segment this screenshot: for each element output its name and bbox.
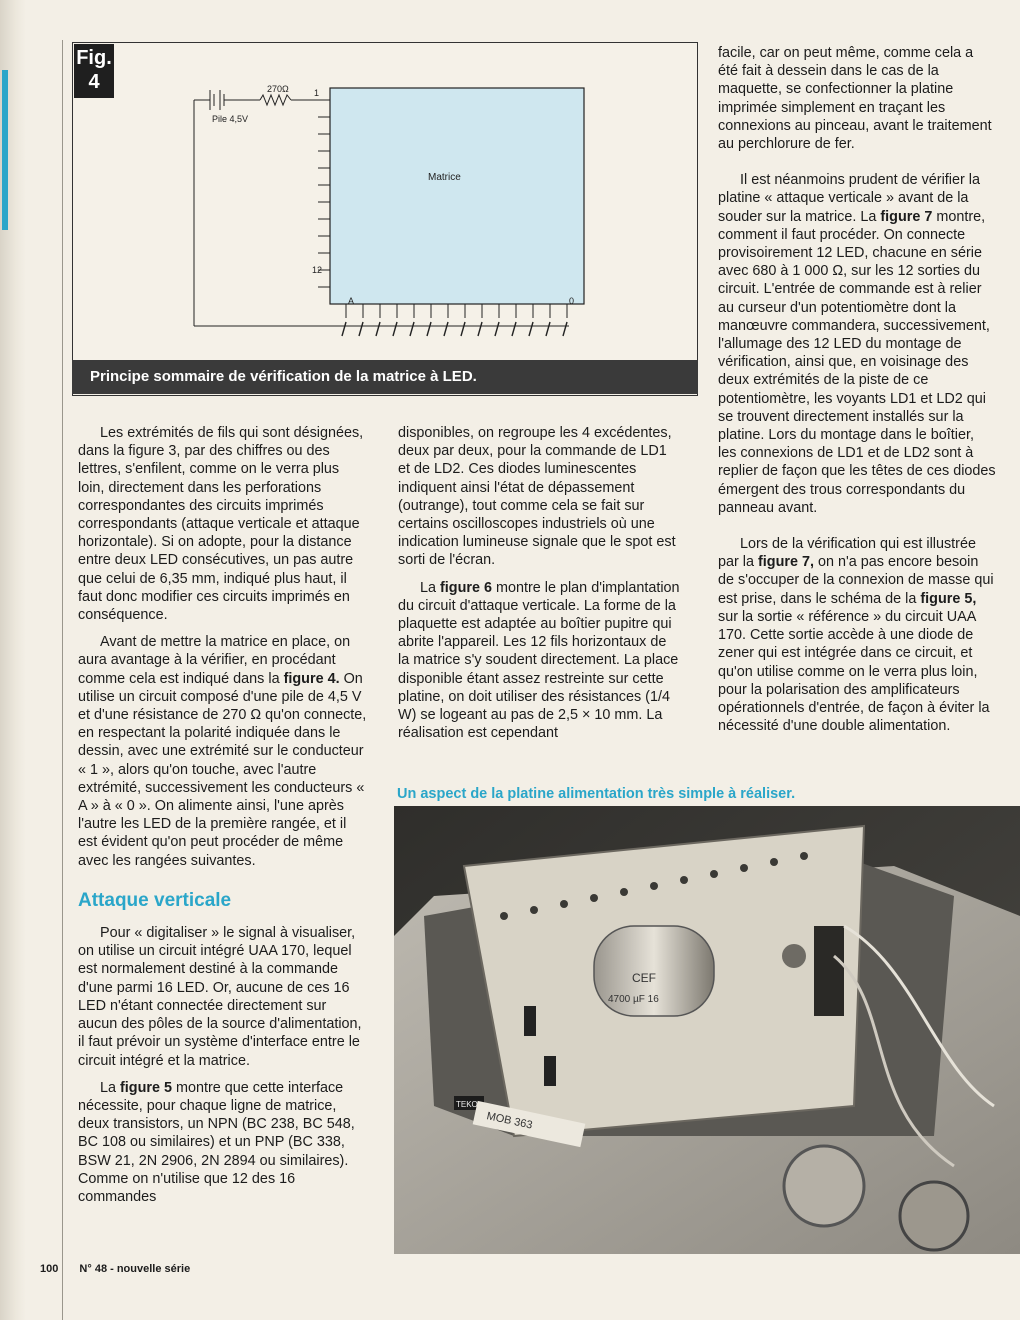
text-column-3 bbox=[718, 44, 996, 744]
paragraph: Les extrémités de fils qui sont désignées, dans la figure 3, par des chiffres ou des lettres, s'enfilent, comme on le verra plus loin, directement dans les perforations correspondantes des circuits imprimés correspondants (attaque verticale et attaque horizontale). Si on adopte, pour la distance entre deux LED consécutives, un pas autre que celui de 6,35 mm, indiqué plus haut, il faut donc modifier ces circuits imprimés en conséquence. bbox=[78, 425, 364, 624]
paragraph: facile, car on peut même, comme cela a été fait à dessein dans le cas de la maquette, se confectionner la platine imprimée simplement en traçant les connexions au pinceau, avant le traitement au perchlorure de fer. bbox=[718, 45, 992, 153]
figure-4-schematic bbox=[72, 42, 698, 362]
pin-12-label: 12 bbox=[312, 265, 323, 275]
paragraph: Pour « digitaliser » le signal à visualiser, on utilise un circuit intégré UAA 170, lequel est normalement destiné à la commande d'une parmi 16 LED. Or, aucune de ces 16 LED n'étant connectée directement sur aucun des pôles de la source d'alimentation, il faut prévoir un système d'interface entre le circuit intégré et la matrice. bbox=[78, 925, 362, 1069]
model-label: MOB 363 bbox=[485, 1110, 534, 1132]
paragraph: La figure 5 montre que cette interface nécessite, pour chaque ligne de matrice, deux transistors, un NPN (BC 238, BC 548, BC 108 ou similaires) et un PNP (BC 338, BSW 21, 2N 2906, 2N 2894 ou similaires). Comme on n'utilise que 12 des 16 commandes bbox=[78, 1079, 355, 1205]
matrix-block bbox=[330, 88, 584, 304]
photo-power-board bbox=[394, 806, 1020, 1254]
paragraph: La figure 6 montre le plan d'implantation du circuit d'attaque verticale. La forme de la plaquette est adaptée au boîtier pupitre qui abrite l'appareil. Les 12 fils horizontaux de la matrice s'y soudent directement. La place disponible étant assez restreinte sur cette platine, on doit utiliser des résistances (1/4 W) se logeant au pas de 2,5 × 10 mm. La réalisation est cependant bbox=[398, 579, 680, 742]
potentiometer bbox=[900, 1182, 968, 1250]
matrix-label: Matrice bbox=[428, 172, 461, 183]
issue-label: N° 48 - nouvelle série bbox=[79, 1263, 191, 1275]
section-heading: Attaque verticale bbox=[78, 889, 232, 911]
paragraph: Il est néanmoins prudent de vérifier la platine « attaque verticale » avant de la souder sur la matrice. La figure 7 montre, comment il faut procéder. On connecte provisoirement 12 LED, chacune en série avec 680 à 1 000 Ω, sur les 12 sorties du circuit. L'entrée de commande est à relier au curseur d'un potentiomètre dont la manœuvre commandera, successivement, l'allumage des 12 LED du montage de vérification, ainsi que, en voisinage des deux extrémités de la piste de ce potentiomètre, les voyants LD1 et LD2 qui se trouvent directement installés sur la platine. Lors du montage dans le boîtier, les connexions de LD1 et de LD2 sont à replier de façon que les têtes de ces diodes émergent des trous correspondants du panneau avant. bbox=[718, 172, 996, 516]
paragraph: Lors de la vérification qui est illustrée par la figure 7, on n'a pas encore besoin de s'occuper de la connexion de masse qui est prise, dans le schéma de la figure 5, sur la sortie « référence » du circuit UAA 170. Cette sortie accède à une diode de zener qui est intégrée dans ce circuit, et qu'on utilise comme on le verra plus loin, pour la polarisation des amplificateurs opérationnels d'entrée, de façon à éviter la nécessité d'une double alimentation. bbox=[718, 536, 994, 735]
figure-4-label: Fig. 4 bbox=[74, 44, 114, 98]
page-number: 100 bbox=[40, 1263, 59, 1275]
photo-illustration bbox=[394, 806, 1020, 1254]
capacitor-brand: CEF bbox=[632, 971, 656, 985]
paragraph: disponibles, on regroupe les 4 excédentes, deux par deux, pour la commande de LD1 et de LD2. Ces diodes luminescentes indiquent ainsi l'état de dépassement (outrange), tout comme cela se fait sur certains oscilloscopes industriels où une indication lumineuse signale que le spot est sorti de l'écran. bbox=[398, 425, 676, 569]
pin-0-label: 0 bbox=[569, 296, 575, 306]
binding-tab-marker bbox=[2, 70, 8, 230]
page-binding-edge bbox=[0, 0, 26, 1320]
resistor-label: 270Ω bbox=[267, 84, 289, 94]
text-column-1 bbox=[78, 424, 368, 1215]
brand-label: TEKO bbox=[456, 1100, 478, 1109]
page-margin-rule bbox=[62, 40, 63, 1320]
page-footer bbox=[40, 1263, 190, 1275]
photo-caption: Un aspect de la platine alimentation très simple à réaliser. bbox=[397, 786, 796, 802]
capacitor-marking: 4700 µF 16 bbox=[608, 994, 659, 1005]
figure-4-caption: Principe sommaire de vérification de la matrice à LED. bbox=[72, 360, 698, 394]
text-column-2 bbox=[398, 424, 680, 751]
pin-A-label: A bbox=[348, 296, 355, 306]
battery-label: Pile 4,5V bbox=[212, 114, 249, 124]
pin-1-label: 1 bbox=[314, 88, 320, 98]
paragraph: Avant de mettre la matrice en place, on aura avantage à la vérifier, en procédant comme cela est indiqué dans la figure 4. On utilise un circuit composé d'une pile de 4,5 V et d'une résistance de 270 Ω qu'on connecte, en respectant la polarité indiquée dans le dessin, avec une extrémité sur le conducteur « 1 », alors qu'on touche, avec l'autre extrémité, successivement les conducteurs « A » à « 0 ». On alimente ainsi, l'une après l'autre les LED de la première rangée, et il est évident qu'on peut procéder de même avec les rangées suivantes. bbox=[78, 634, 367, 869]
potentiometer bbox=[784, 1146, 864, 1226]
